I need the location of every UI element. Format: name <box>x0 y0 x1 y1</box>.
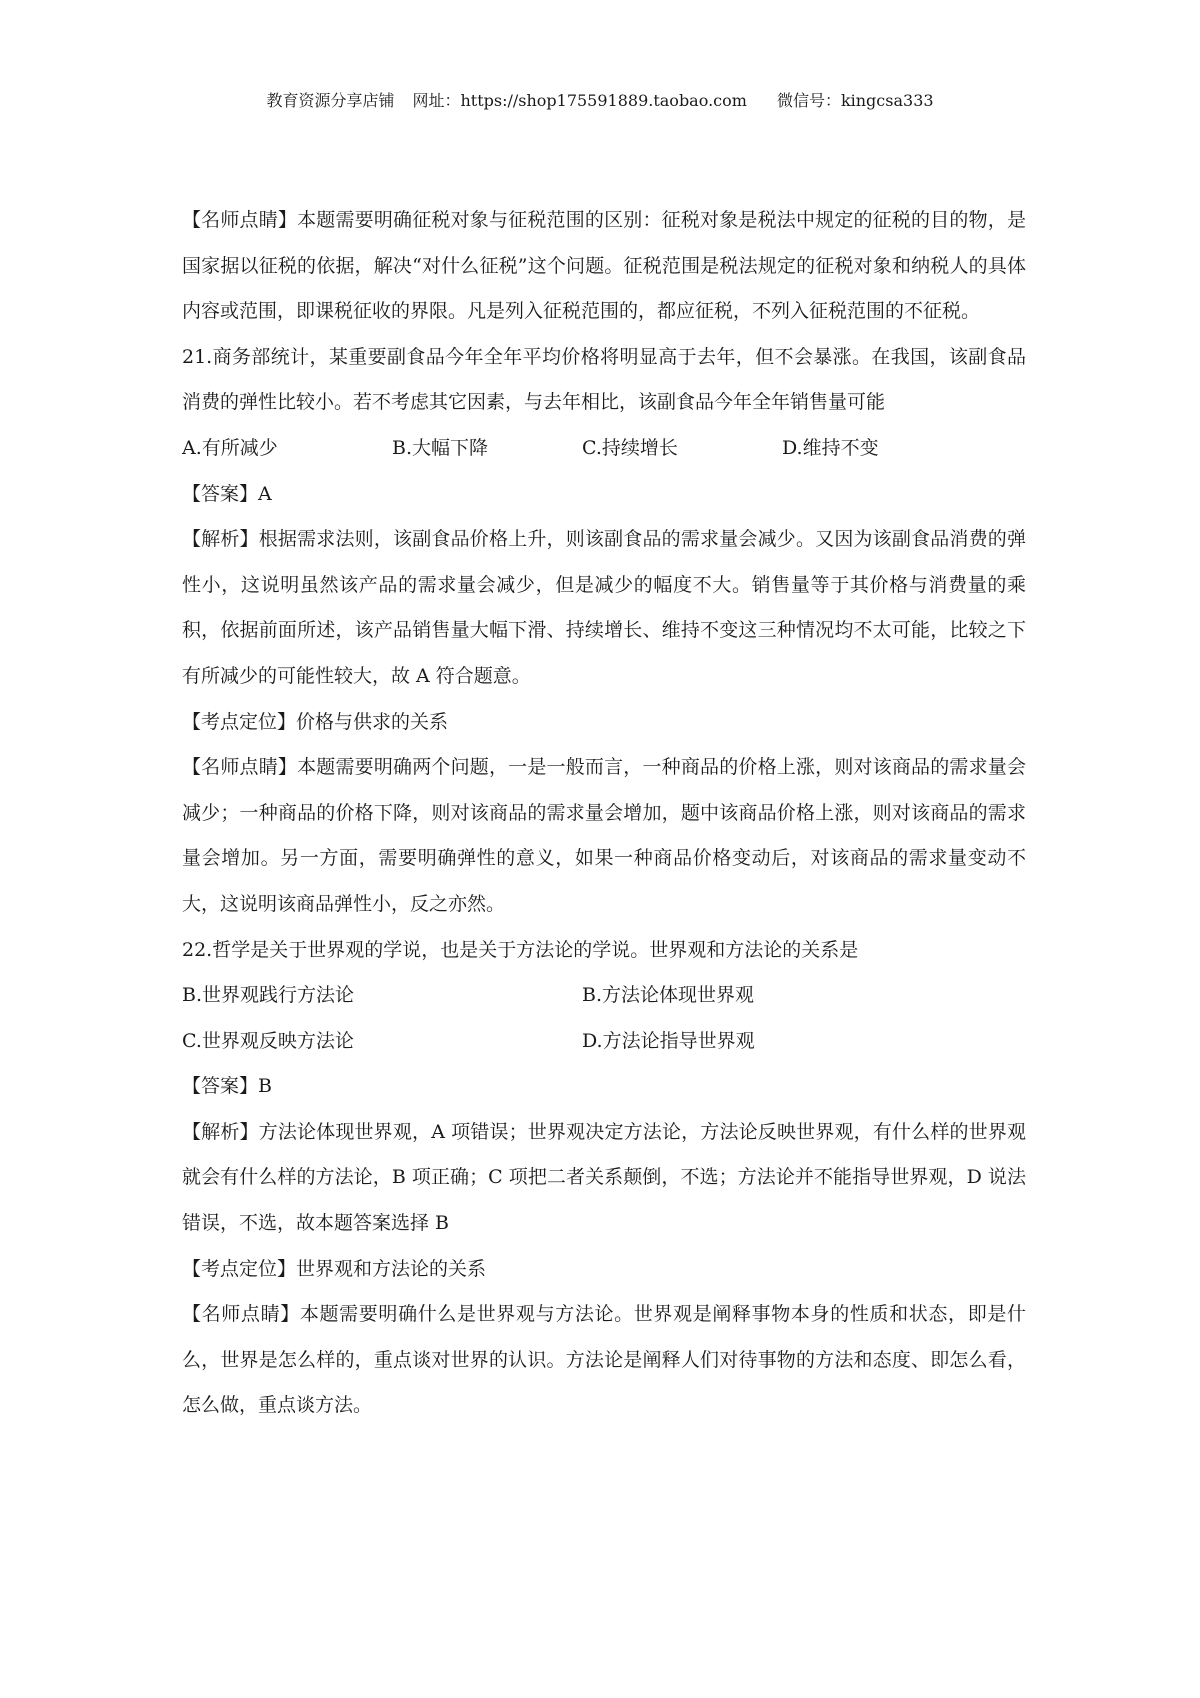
option-a: A.有所减少 <box>182 436 278 459</box>
question-21: 21.商务部统计，某重要副食品今年全年平均价格将明显高于去年，但不会暴涨。在我国，该副食品消费的弹性比较小。若不考虑其它因素，与去年相比，该副食品今年全年销售量可能 <box>182 345 1026 414</box>
header-url: 网址：https://shop175591889.taobao.com <box>412 91 747 110</box>
option-first: B.世界观践行方法论 <box>182 984 355 1007</box>
key-point-21: 【考点定位】价格与供求的关系 <box>182 710 449 733</box>
analysis-21: 【解析】根据需求法则，该副食品价格上升，则该副食品的需求量会减少。又因为该副食品消费的弹性小，这说明虽然该产品的需求量会减少，但是减少的幅度不大。销售量等于其价格与消费量的乘积，依据前面所述，该产品销售量大幅下滑、持续增长、维持不变这三种情况均不太可能，比较之下有所减少的可能性较大，故 A 符合题意。 <box>182 528 1026 687</box>
question-21-options <box>182 426 1026 472</box>
question-22-options-row-2 <box>182 1019 1026 1065</box>
option-d: D.方法论指导世界观 <box>582 1029 755 1052</box>
question-22: 22.哲学是关于世界观的学说，也是关于方法论的学说。世界观和方法论的关系是 <box>182 938 859 961</box>
answer-21: 【答案】A <box>182 482 272 505</box>
option-b: B.方法论体现世界观 <box>582 984 755 1007</box>
analysis-22: 【解析】方法论体现世界观，A 项错误；世界观决定方法论，方法论反映世界观，有什么样的世界观就会有什么样的方法论，B 项正确；C 项把二者关系颠倒，不选；方法论并不能指导世界观，D 说法错误，不选，故本题答案选择 B <box>182 1120 1026 1235</box>
header-shop-name: 教育资源分享店铺 <box>266 91 395 110</box>
option-b: B.大幅下降 <box>392 436 489 459</box>
option-c: C.世界观反映方法论 <box>182 1029 354 1052</box>
header-wechat: 微信号：kingcsa333 <box>776 91 934 110</box>
document-body <box>182 198 1026 1429</box>
option-c: C.持续增长 <box>582 436 678 459</box>
page-header <box>0 90 1200 112</box>
teacher-tip-20: 【名师点睛】本题需要明确征税对象与征税范围的区别：征税对象是税法中规定的征税的目的物，是国家据以征税的依据，解决“对什么征税”这个问题。征税范围是税法规定的征税对象和纳税人的具体内容或范围，即课税征收的界限。凡是列入征税范围的，都应征税，不列入征税范围的不征税。 <box>182 209 1026 323</box>
option-d: D.维持不变 <box>782 436 879 459</box>
key-point-22: 【考点定位】世界观和方法论的关系 <box>182 1257 487 1280</box>
teacher-tip-22: 【名师点睛】本题需要明确什么是世界观与方法论。世界观是阐释事物本身的性质和状态，即是什么，世界是怎么样的，重点谈对世界的认识。方法论是阐释人们对待事物的方法和态度、即怎么看，怎么做，重点谈方法。 <box>182 1303 1026 1417</box>
answer-22: 【答案】B <box>182 1075 272 1098</box>
question-22-options-row-1 <box>182 973 1026 1019</box>
teacher-tip-21: 【名师点睛】本题需要明确两个问题，一是一般而言，一种商品的价格上涨，则对该商品的需求量会减少；一种商品的价格下降，则对该商品的需求量会增加，题中该商品价格上涨，则对该商品的需求量会增加。另一方面，需要明确弹性的意义，如果一种商品价格变动后，对该商品的需求量变动不大，这说明该商品弹性小，反之亦然。 <box>182 756 1026 915</box>
